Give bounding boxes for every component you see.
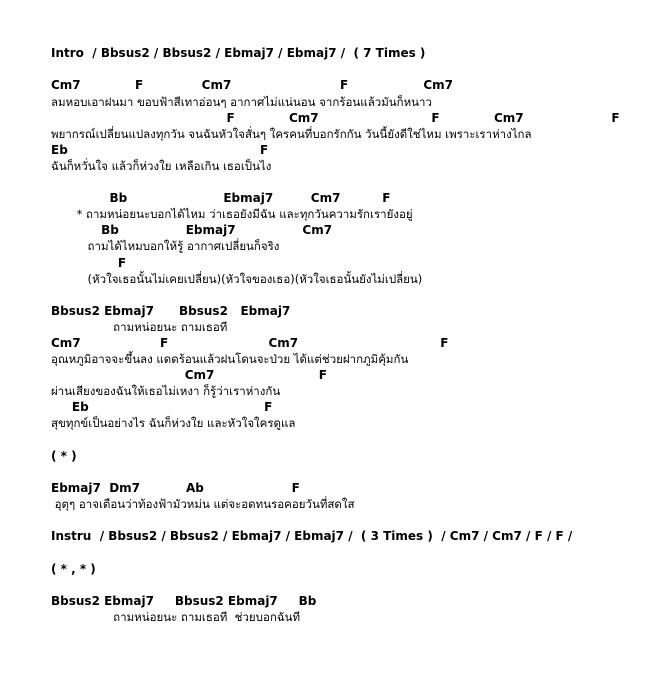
verse2-lyric-4: สุขทุกข์เป็นอย่างไร ฉันก็ห่วงใย และหัวใจใครดูแล	[51, 416, 296, 430]
verse2-lyric-2: อุณหภูมิอาจจะขึ้นลง แดดร้อนแล้วฝนโดนจะป่วย ได้แต่ช่วยฝากภูมิคุ้มกัน	[51, 352, 409, 366]
chorus-lyric-3: (หัวใจเธอนั้นไม่เคยเปลี่ยน)(หัวใจของเธอ)(หัวใจเธอนั้นยังไม่เปลี่ยน)	[51, 272, 423, 286]
outro-chords-1: Bbsus2 Ebmaj7 Bbsus2 Ebmaj7 Bb	[51, 594, 317, 608]
bridge-chords-1: Ebmaj7 Dm7 Ab F	[51, 481, 300, 495]
verse2-chords-4: Eb F	[51, 400, 273, 414]
chorus-lyric-1: * ถามหน่อยนะบอกได้ไหม ว่าเธอยังมีฉัน และทุกวันความรักเรายังอยู่	[51, 207, 413, 221]
verse1-lyric-1: ลมหอบเอาฝนมา ขอบฟ้าสีเทาอ่อนๆ อากาศไม่แน่นอน จากร้อนแล้วมันก็หนาว	[51, 95, 432, 109]
verse2-chords-2: Cm7 F Cm7 F	[51, 336, 449, 350]
verse2-lyric-3: ผ่านเสียงของฉันให้เธอไม่เหงา ก็รู้ว่าเราห่างกัน	[51, 384, 281, 398]
bridge-lyric-1: อุตุๆ อาจเตือนว่าท้องฟ้ามัวหม่น แต่จะอดทนรอคอยวันที่สดใส	[51, 497, 355, 511]
verse2-lyric-1: ถามหน่อยนะ ถามเธอที	[51, 320, 228, 334]
intro-line: Intro / Bbsus2 / Bbsus2 / Ebmaj7 / Ebmaj7 / ( 7 Times )	[51, 46, 426, 60]
chorus-reference-1: ( * )	[51, 449, 77, 463]
outro-lyric-1: ถามหน่อยนะ ถามเธอที ช่วยบอกฉันที	[51, 610, 301, 624]
verse1-chords-2: F Cm7 F Cm7 F	[51, 111, 620, 125]
chorus-chords-1: Bb Ebmaj7 Cm7 F	[51, 191, 391, 205]
chorus-chords-3: F	[51, 256, 127, 270]
verse1-chords-1: Cm7 F Cm7 F Cm7	[51, 78, 453, 92]
verse1-lyric-3: ฉันก็หวั่นใจ แล้วก็ห่วงใย เหลือเกิน เธอเป็นไง	[51, 159, 272, 173]
verse1-lyric-2: พยากรณ์เปลี่ยนแปลงทุกวัน จนฉันหัวใจสั่นๆ ใครคนที่บอกรักกัน วันนี้ยังดีใช่ไหม เพราะเราห่างไกล	[51, 127, 532, 141]
verse1-chords-3: Eb F	[51, 143, 269, 157]
instrumental-line: Instru / Bbsus2 / Bbsus2 / Ebmaj7 / Ebmaj7 / ( 3 Times ) / Cm7 / Cm7 / F / F /	[51, 529, 573, 543]
verse2-chords-1: Bbsus2 Ebmaj7 Bbsus2 Ebmaj7	[51, 304, 291, 318]
chorus-chords-2: Bb Ebmaj7 Cm7	[51, 223, 333, 237]
verse2-chords-3: Cm7 F	[51, 368, 327, 382]
chorus-reference-2: ( * , * )	[51, 562, 96, 576]
chorus-lyric-2: ถามได้ไหมบอกให้รู้ อากาศเปลี่ยนก็จริง	[51, 239, 280, 253]
